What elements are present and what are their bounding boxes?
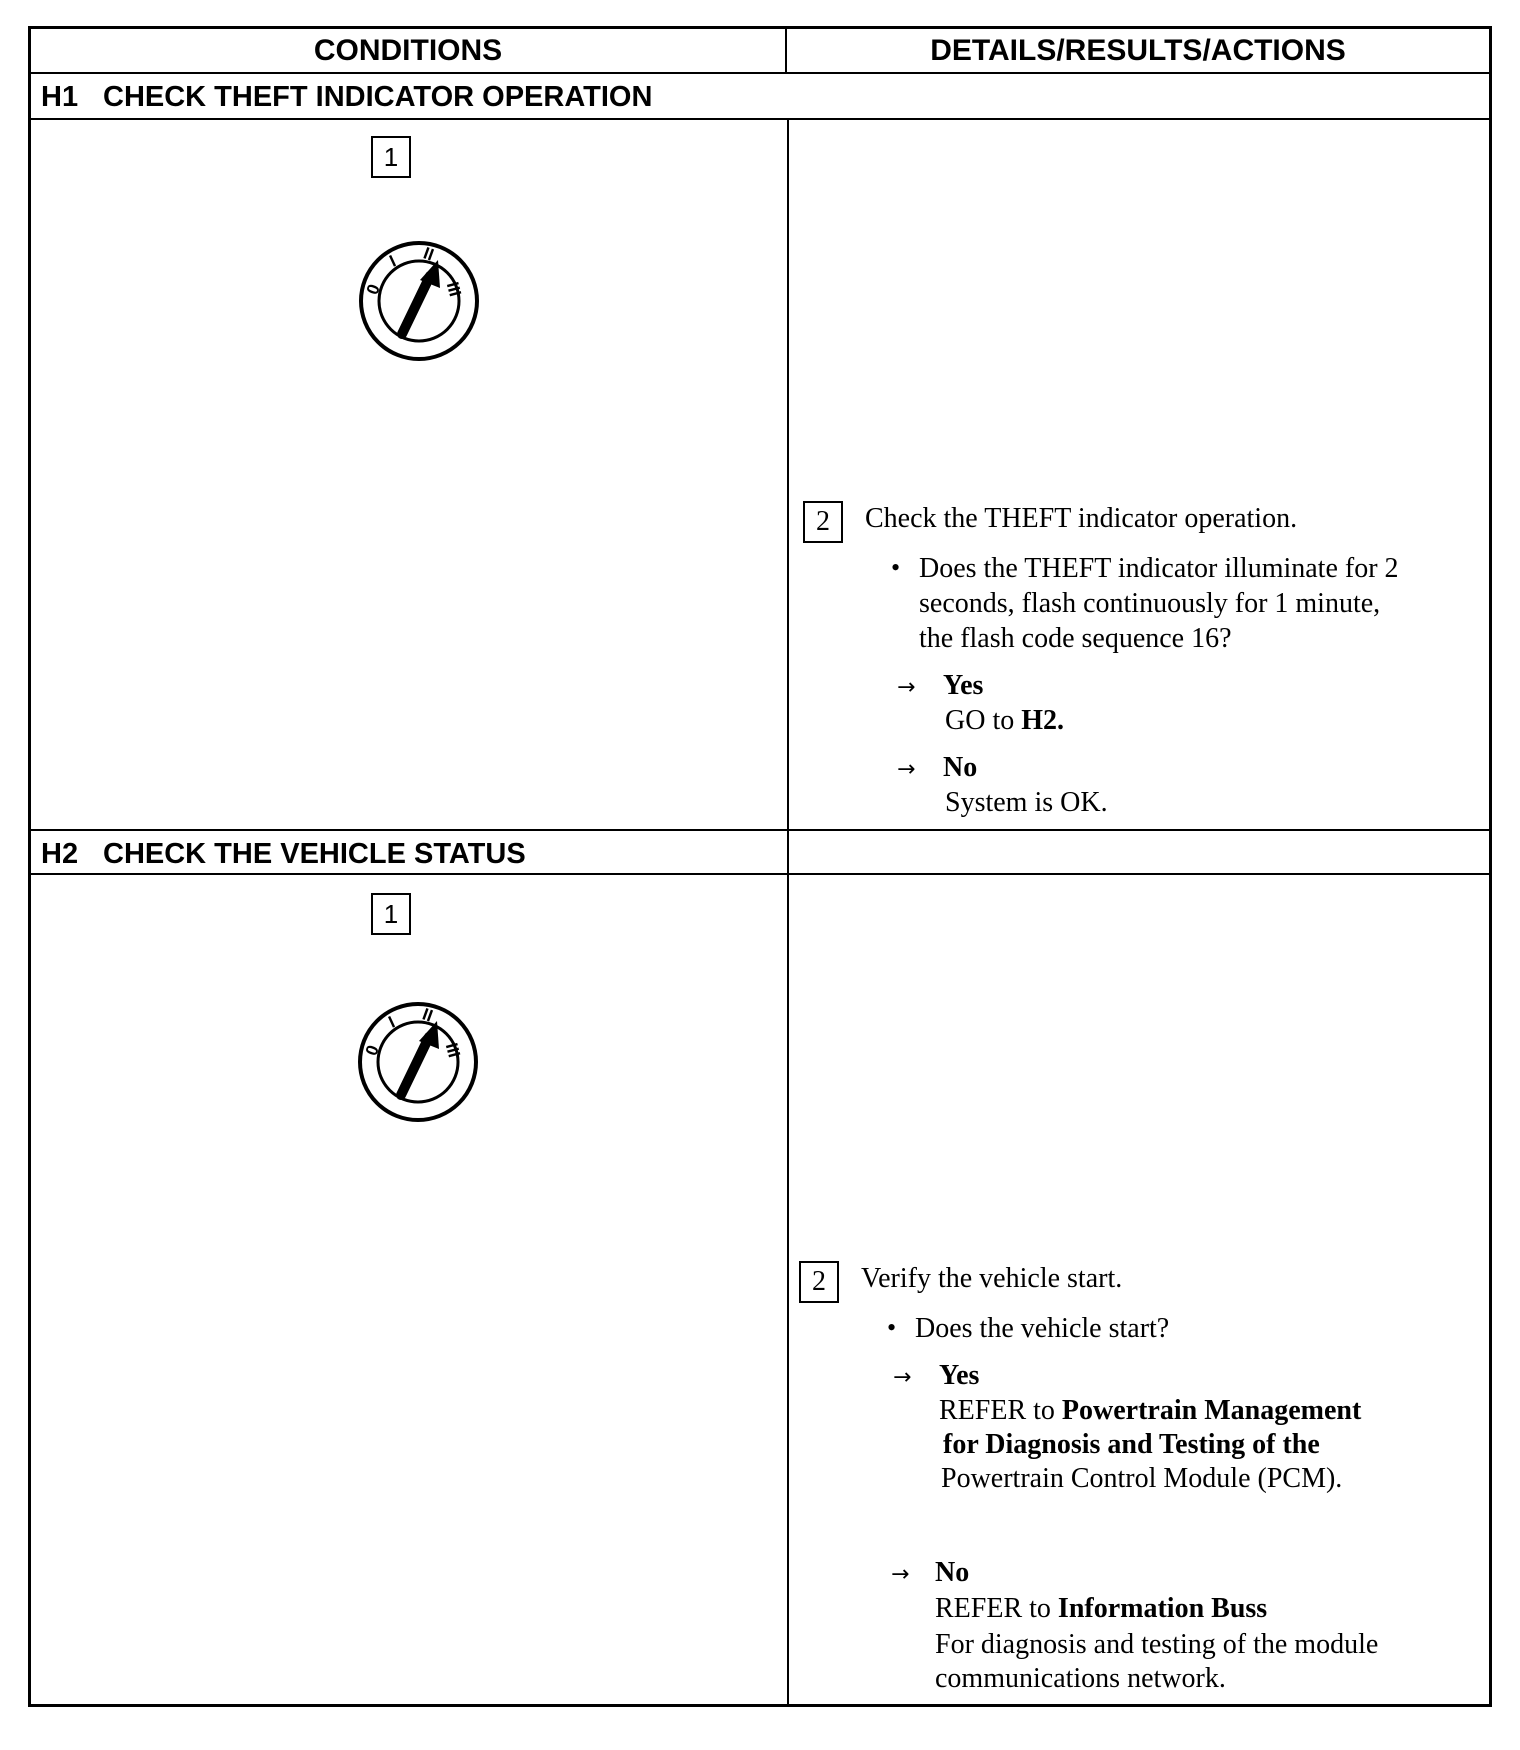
svg-text:0: 0 [362, 281, 384, 298]
h2-yes-line-2: for Diagnosis and Testing of the [943, 1429, 1320, 1460]
h1-question-line-2: seconds, flash continuously for 1 minute, [919, 588, 1381, 619]
ignition-switch-icon [353, 997, 483, 1127]
section-h1-title [31, 74, 1489, 120]
column-divider-h1 [787, 118, 789, 874]
column-divider-h2 [787, 875, 789, 1707]
svg-text:III: III [441, 1040, 464, 1060]
h2-no-label: No [935, 1557, 970, 1588]
h2-question: Does the vehicle start? [915, 1313, 1170, 1344]
ignition-switch-icon [354, 236, 484, 366]
section-h1-code: H1 [41, 81, 79, 113]
svg-text:I: I [386, 251, 399, 271]
h2-no-line-1: REFER to Information Buss [935, 1593, 1268, 1624]
h2-yes-line-1: REFER to Powertrain Management [939, 1395, 1362, 1426]
h2-no-arrow: → [891, 1562, 910, 1587]
h2-yes-label: Yes [939, 1360, 980, 1391]
conditions-header: CONDITIONS [31, 29, 787, 72]
svg-text:II: II [420, 243, 437, 265]
h2-detail-step-box: 2 [799, 1261, 839, 1303]
h1-yes-label: Yes [943, 670, 984, 701]
h2-yes-line-3: Powertrain Control Module (PCM). [941, 1463, 1343, 1494]
h2-condition-step-box: 1 [371, 893, 411, 935]
h1-no-action: System is OK. [945, 787, 1108, 818]
h1-condition-step-box: 1 [371, 136, 411, 178]
h2-instruction: Verify the vehicle start. [861, 1263, 1123, 1294]
h1-bullet: • [891, 553, 901, 582]
svg-text:III: III [442, 279, 465, 299]
h2-no-line-2: For diagnosis and testing of the module [935, 1629, 1379, 1660]
h1-no-arrow: → [897, 757, 916, 782]
diagnostic-table [28, 26, 1492, 1707]
h1-yes-action: GO to H2. [945, 705, 1065, 736]
svg-text:0: 0 [361, 1042, 383, 1059]
details-header: DETAILS/RESULTS/ACTIONS [930, 34, 1346, 67]
section-h2-code: H2 [41, 838, 79, 870]
section-h2-title [31, 829, 1489, 875]
h1-question-line-1: Does the THEFT indicator illuminate for 2 [919, 553, 1399, 584]
h1-no-label: No [943, 752, 978, 783]
h2-bullet: • [887, 1313, 897, 1342]
h1-yes-arrow: → [897, 675, 916, 700]
h1-detail-step-box: 2 [803, 501, 843, 543]
h1-question-line-3: the flash code sequence 16? [919, 623, 1232, 654]
h2-no-line-3: communications network. [935, 1663, 1226, 1694]
svg-text:I: I [385, 1012, 398, 1032]
svg-text:II: II [419, 1004, 436, 1026]
section-h1-title-text: CHECK THEFT INDICATOR OPERATION [103, 81, 653, 113]
section-h2-title-text: CHECK THE VEHICLE STATUS [103, 838, 526, 870]
table-header [31, 29, 1489, 74]
h1-instruction: Check the THEFT indicator operation. [865, 503, 1298, 534]
h2-yes-arrow: → [893, 1365, 912, 1390]
